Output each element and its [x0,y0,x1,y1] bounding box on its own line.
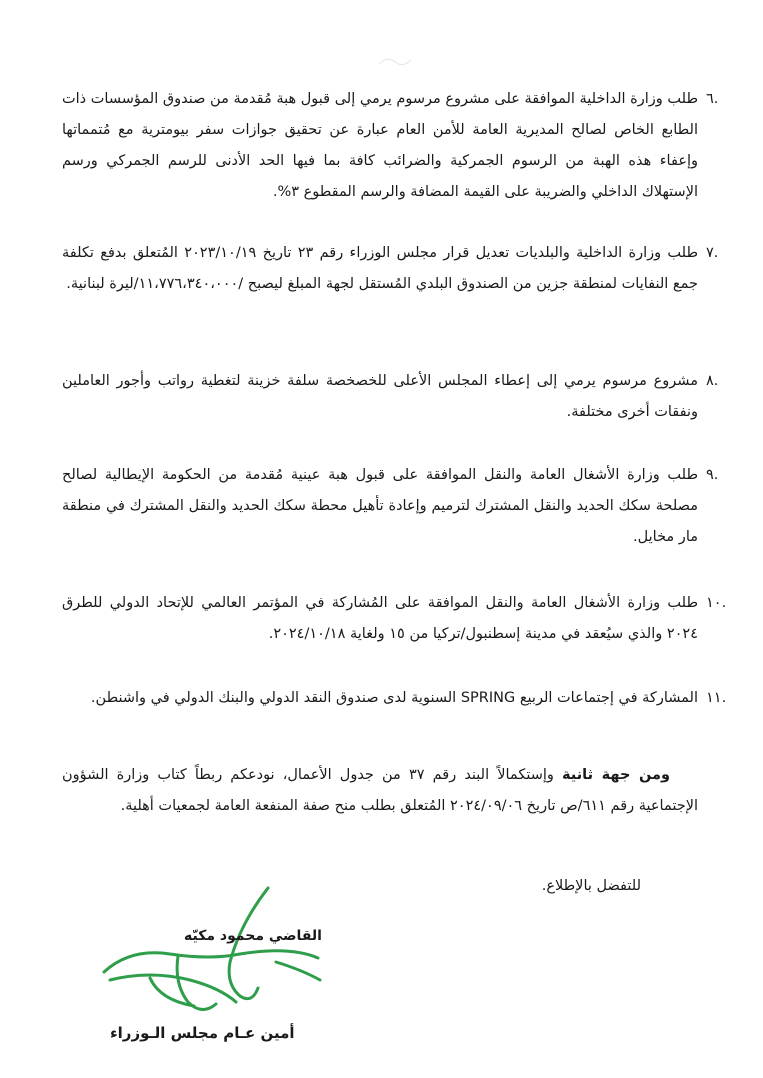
item-text: المشاركة في إجتماعات الربيع SPRING السنوية لدى صندوق النقد الدولي والبنك الدولي في واشنطن. [90,690,698,706]
item-number: .٦ [706,91,719,107]
signer-name: القاضي محمود مكيّه [184,928,322,944]
item-number: .١٠ [706,595,727,611]
item-text: مشروع مرسوم يرمي إلى إعطاء المجلس الأعلى للخصخصة سلفة خزينة لتغطية رواتب وأجور العاملين ونفقات أخرى مختلفة. [62,373,698,420]
item-number: .٨ [706,373,719,389]
agenda-item-8 [62,366,719,428]
item-text: طلب وزارة الداخلية الموافقة على مشروع مرسوم يرمي إلى قبول هبة مُقدمة من صندوق المؤسسات ذات الطابع الخاص لصالح المديرية العامة للأمن العام عبارة عن تحقيق جوازات سفر بيومترية مع مُتمماتها وإعفاء هذه الهبة من الرسوم الجمركية والضرائب كافة بما فيها الحد الأدنى للرسم الجمركي ورسم الإستهلاك الداخلي والضريبة على القيمة المضافة والرسم المقطوع ٣%. [62,91,698,200]
paragraph-lead: ومن جهة ثانية [562,767,671,783]
agenda-item-6 [62,84,719,208]
paragraph-text: وإستكمالاً البند رقم ٣٧ من جدول الأعمال، نودعكم ربطاً كتاب وزارة الشؤون الإجتماعية رقم ٦١١/ص تاريخ ٢٠٢٤/٠٩/٠٦ المُتعلق بطلب منح صفة المنفعة العامة لجمعيات أهلية. [62,767,698,814]
closing-line: للتفضل بالإطلاع. [541,878,641,894]
faint-stamp-mark [375,52,415,72]
item-text: طلب وزارة الداخلية والبلديات تعديل قرار مجلس الوزراء رقم ٢٣ تاريخ ٢٠٢٣/١٠/١٩ المُتعلق بدفع تكلفة جمع النفايات لمنطقة جزين من الصندوق البلدي المُستقل لجهة المبلغ ليصبح /١١،٧٧٦،٣٤٠،٠٠٠/ليرة لبنانية. [62,245,698,292]
agenda-item-9 [62,460,719,553]
item-number: .١١ [706,690,727,706]
agenda-item-10 [62,588,727,650]
agenda-item-7 [62,238,719,300]
item-number: .٧ [706,245,719,261]
handwritten-signature [90,884,330,1024]
agenda-item-11 [62,683,727,714]
item-text: طلب وزارة الأشغال العامة والنقل الموافقة على قبول هبة عينية مُقدمة من الحكومة الإيطالية لصالح مصلحة سكك الحديد والنقل المشترك لترميم وإعادة تأهيل محطة سكك الحديد والنقل المشترك في منطقة مار مخايل. [62,467,698,545]
item-number: .٩ [706,467,719,483]
attachment-paragraph [62,760,698,822]
signer-title: أمين عـام مجلس الـوزراء [110,1024,295,1042]
item-text: طلب وزارة الأشغال العامة والنقل الموافقة على المُشاركة في المؤتمر العالمي للإتحاد الدولي للطرق ٢٠٢٤ والذي سيُعقد في مدينة إسطنبول/تركيا من ١٥ ولغاية ٢٠٢٤/١٠/١٨. [62,595,698,642]
